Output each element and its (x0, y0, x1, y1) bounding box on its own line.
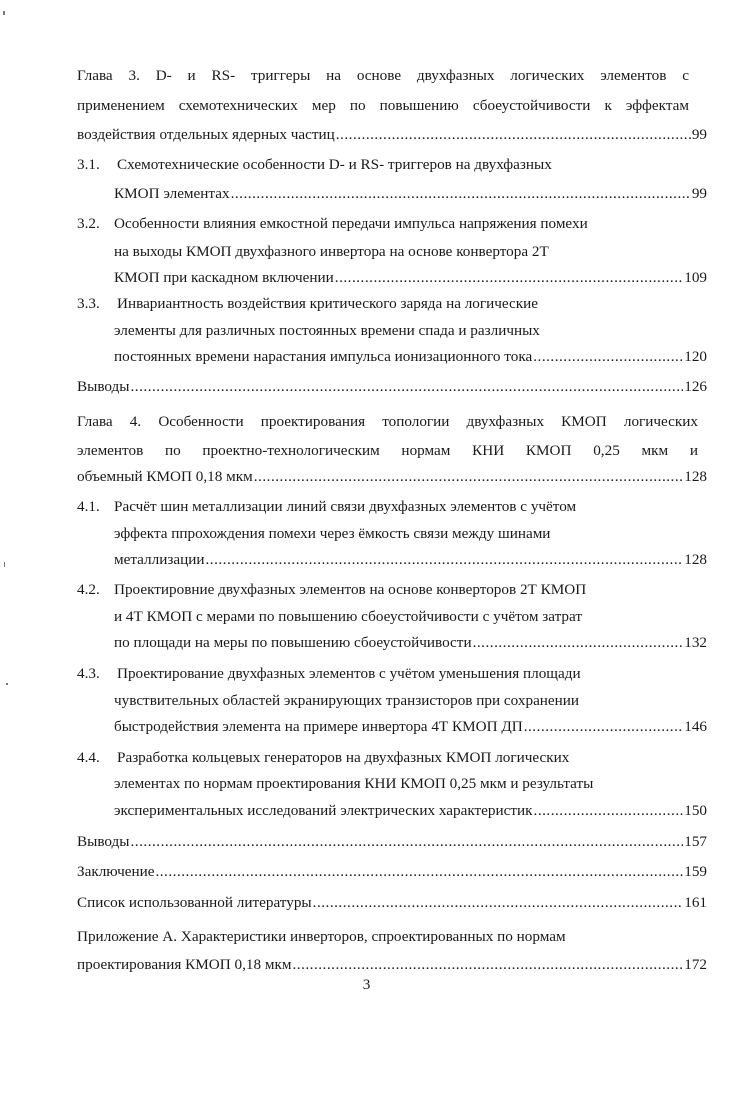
toc-page-number: 128 (684, 551, 707, 568)
page-number: 3 (362, 976, 371, 993)
dot-leader (292, 955, 683, 975)
toc-entry-text: постоянных времени нарастания импульса ионизационного тока (114, 348, 533, 365)
toc-entry-text: Проектировние двухфазных элементов на основе конверторов 2Т КМОП (114, 581, 587, 598)
toc-leader-line (77, 467, 707, 487)
scan-artifact (4, 562, 5, 567)
toc-leader-line (77, 832, 707, 852)
toc-leader-line (114, 268, 707, 288)
scan-artifact (3, 11, 5, 15)
toc-leader-line (114, 633, 707, 653)
toc-entry-text: Схемотехнические особенности D- и RS- триггеров на двухфазных (117, 156, 552, 173)
toc-entry-text: КМОП элементах (114, 185, 230, 202)
dot-leader (131, 832, 684, 852)
toc-leader-line (114, 347, 707, 367)
toc-entry-text: Выводы (77, 833, 130, 850)
toc-entry-text: экспериментальных исследований электрических характеристик (114, 802, 533, 819)
toc-entry-text: Инвариантность воздействия критического заряда на логические (117, 295, 539, 312)
toc-entry-text: элементов по проектно-технологическим нормам КНИ КМОП 0,25 мкм и (77, 442, 698, 459)
toc-page-number: 109 (684, 269, 707, 286)
toc-section-number: 4.4. (77, 749, 100, 766)
toc-entry-text: воздействия отдельных ядерных частиц (77, 126, 335, 143)
toc-leader-line (114, 717, 707, 737)
toc-entry-text: Особенности влияния емкостной передачи импульса напряжения помехи (114, 215, 588, 232)
dot-leader (336, 125, 691, 145)
toc-entry-text: Приложение А. Характеристики инверторов, спроектированных по нормам (77, 928, 566, 945)
toc-entry-text: Список использованной литературы (77, 894, 312, 911)
toc-page-number: 128 (684, 468, 707, 485)
toc-entry-text: элементы для различных постоянных времени спада и различных (114, 322, 540, 339)
toc-entry-text: эффекта ппрохождения помехи через ёмкость связи между шинами (114, 525, 551, 542)
toc-entry-text: КМОП при каскадном включении (114, 269, 334, 286)
dot-leader (533, 347, 683, 367)
toc-entry-text: металлизации (114, 551, 205, 568)
toc-entry-text: Глава 3. D- и RS- триггеры на основе двухфазных логических элементов с (77, 67, 689, 84)
toc-page-number: 172 (684, 956, 707, 973)
toc-leader-line (77, 893, 707, 913)
toc-section-number: 4.3. (77, 665, 100, 682)
toc-page-number: 150 (684, 802, 707, 819)
toc-section-number: 3.2. (77, 215, 100, 232)
dot-leader (313, 893, 684, 913)
toc-page-number: 120 (684, 348, 707, 365)
dot-leader (335, 268, 683, 288)
toc-entry-text: Заключение (77, 863, 155, 880)
toc-entry-text: на выходы КМОП двухфазного инвертора на основе конвертора 2Т (114, 243, 549, 260)
toc-page-number: 99 (691, 126, 707, 143)
toc-entry-text: по площади на меры по повышению сбоеустойчивости (114, 634, 472, 651)
dot-leader (254, 467, 683, 487)
toc-entry-text: применением схемотехнических мер по повышению сбоеустойчивости к эффектам (77, 97, 689, 114)
toc-entry-text: и 4Т КМОП с мерами по повышению сбоеустойчивости с учётом затрат (114, 608, 582, 625)
toc-entry-text: проектирования КМОП 0,18 мкм (77, 956, 292, 973)
toc-page-number: 146 (684, 718, 707, 735)
dot-leader (155, 862, 683, 882)
toc-entry-text: элементах по нормам проектирования КНИ КМОП 0,25 мкм и результаты (114, 775, 594, 792)
toc-leader-line (77, 862, 707, 882)
toc-page-number: 132 (684, 634, 707, 651)
dot-leader (131, 377, 684, 397)
toc-section-number: 4.1. (77, 498, 100, 515)
dot-leader (524, 717, 684, 737)
toc-leader-line (114, 801, 707, 821)
toc-leader-line (114, 184, 707, 204)
dot-leader (231, 184, 691, 204)
toc-section-number: 3.1. (77, 156, 100, 173)
toc-page-number: 126 (684, 378, 707, 395)
toc-section-number: 3.3. (77, 295, 100, 312)
dot-leader (205, 550, 683, 570)
toc-leader-line (77, 377, 707, 397)
toc-leader-line (114, 550, 707, 570)
dot-leader (473, 633, 684, 653)
toc-entry-text: Проектирование двухфазных элементов с учётом уменьшения площади (117, 665, 581, 682)
toc-entry-text: быстродействия элемента на примере инвертора 4Т КМОП ДП (114, 718, 523, 735)
toc-entry-text: объемный КМОП 0,18 мкм (77, 468, 253, 485)
toc-page-number: 99 (691, 185, 707, 202)
toc-page-number: 159 (684, 863, 707, 880)
scan-artifact (6, 683, 8, 685)
toc-entry-text: Глава 4. Особенности проектирования топологии двухфазных КМОП логических (77, 413, 698, 430)
toc-leader-line (77, 125, 707, 145)
toc-section-number: 4.2. (77, 581, 100, 598)
dot-leader (534, 801, 684, 821)
toc-entry-text: Разработка кольцевых генераторов на двухфазных КМОП логических (117, 749, 570, 766)
toc-page-number: 157 (684, 833, 707, 850)
toc-leader-line (77, 955, 707, 975)
toc-entry-text: чувствительных областей экранирующих транзисторов при сохранении (114, 692, 580, 709)
toc-page-number: 161 (684, 894, 707, 911)
toc-entry-text: Выводы (77, 378, 130, 395)
toc-entry-text: Расчёт шин металлизации линий связи двухфазных элементов с учётом (114, 498, 577, 515)
